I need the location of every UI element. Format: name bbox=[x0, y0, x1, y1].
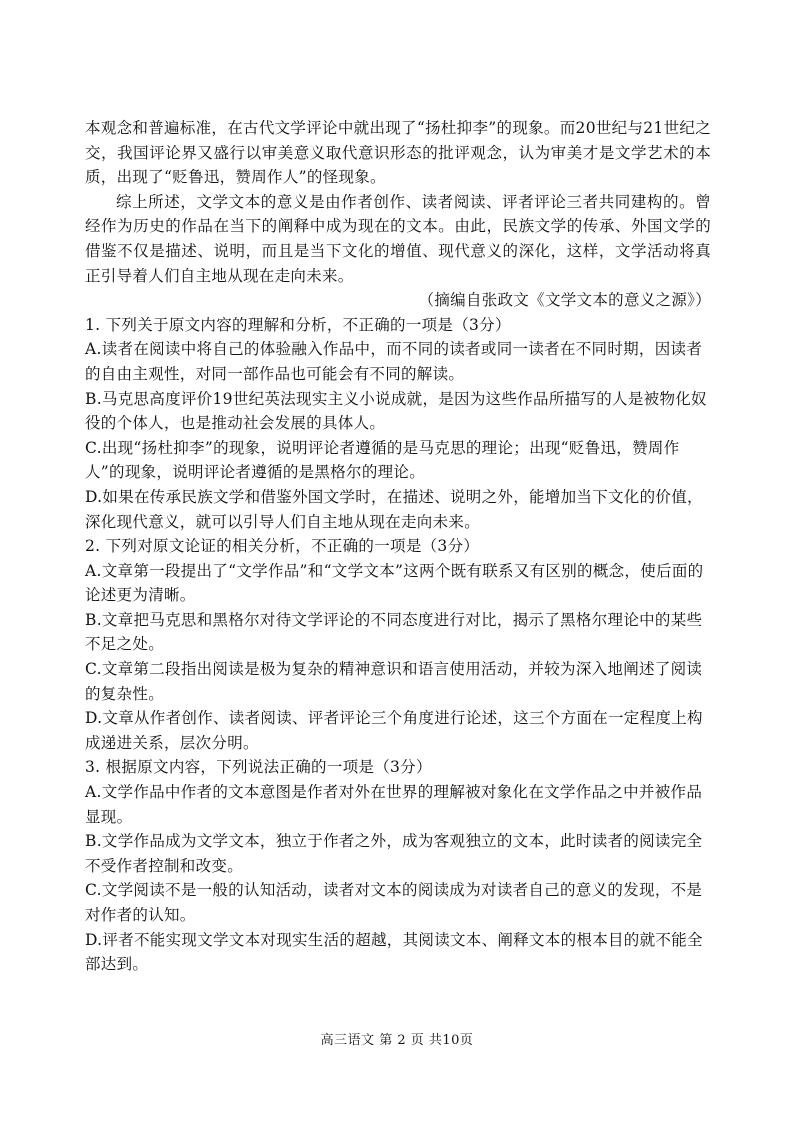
question-2 bbox=[85, 534, 711, 755]
option-d: D.文章从作者创作、读者阅读、评者评论三个角度进行论述，这三个方面在一定程度上构成递进关系，层次分明。 bbox=[85, 709, 703, 752]
question-stem: 3. 根据原文内容，下列说法正确的一项是（3分） bbox=[85, 758, 432, 777]
option-a: A.文章第一段提出了“文学作品”和“文学文本”这两个既有联系又有区别的概念，使后面的论述更为清晰。 bbox=[85, 561, 704, 605]
option-c: C.文学阅读不是一般的认知活动，读者对文本的阅读成为对读者自己的意义的发现，不是对作者的认知。 bbox=[85, 881, 703, 924]
option-d: D.评者不能实现文学文本对现实生活的超越，其阅读文本、阐释文本的根本目的就不能全部达到。 bbox=[85, 930, 703, 974]
question-3 bbox=[85, 755, 711, 976]
option-a: A.读者在阅读中将自己的体验融入作品中，而不同的读者或同一读者在不同时期，因读者的自由主观性，对同一部作品也可能会有不同的解读。 bbox=[85, 340, 703, 383]
option-d: D.如果在传承民族文学和借鉴外国文学时，在描述、说明之外，能增加当下文化的价值，深化现代意义，就可以引导人们自主地从现在走向未来。 bbox=[85, 487, 703, 531]
passage-paragraph-conclusion: 综上所述，文学文本的意义是由作者创作、读者阅读、评者评论三者共同建构的。曾经作为历史的作品在当下的阐释中成为现在的文本。由此，民族文学的传承、外国文学的借鉴不仅是描述、说明，而且是当下文化的增值、现代意义的深化，这样，文学活动将真正引导着人们自主地从现在走向未来。 bbox=[85, 192, 711, 285]
option-b: B.马克思高度评价19世纪英法现实主义小说成就，是因为这些作品所描写的人是被物化奴役的个体人，也是推动社会发展的具体人。 bbox=[85, 389, 707, 433]
option-b: B.文章把马克思和黑格尔对待文学评论的不同态度进行对比，揭示了黑格尔理论中的某些不足之处。 bbox=[85, 610, 703, 654]
page-footer: 高三语文 第 2 页 共10页 bbox=[320, 1033, 474, 1048]
passage-source: （摘编自张政文《文学文本的意义之源》） bbox=[418, 291, 711, 310]
page-content bbox=[85, 116, 711, 977]
option-c: C.文章第二段指出阅读是极为复杂的精神意识和语言使用活动，并较为深入地阐述了阅读的复杂性。 bbox=[85, 660, 703, 703]
option-b: B.文学作品成为文学文本，独立于作者之外，成为客观独立的文本，此时读者的阅读完全不受作者控制和改变。 bbox=[85, 832, 703, 875]
option-a: A.文学作品中作者的文本意图是作者对外在世界的理解被对象化在文学作品之中并被作品显现。 bbox=[85, 783, 703, 826]
question-stem: 1. 下列关于原文内容的理解和分析，不正确的一项是（3分） bbox=[85, 315, 511, 334]
option-c: C.出现“扬杜抑李”的现象，说明评论者遵循的是马克思的理论；出现“贬鲁迅，赞周作人”的现象，说明评论者遵循的是黑格尔的理论。 bbox=[85, 438, 680, 482]
question-1 bbox=[85, 313, 711, 534]
passage-paragraph-continued: 本观念和普遍标准，在古代文学评论中就出现了“扬杜抑李”的现象。而20世纪与21世纪之交，我国评论界又盛行以审美意义取代意识形态的批评观念，认为审美才是文学艺术的本质，出现了“贬鲁迅，赞周作人”的怪现象。 bbox=[85, 119, 711, 187]
question-stem: 2. 下列对原文论证的相关分析，不正确的一项是（3分） bbox=[85, 537, 480, 556]
